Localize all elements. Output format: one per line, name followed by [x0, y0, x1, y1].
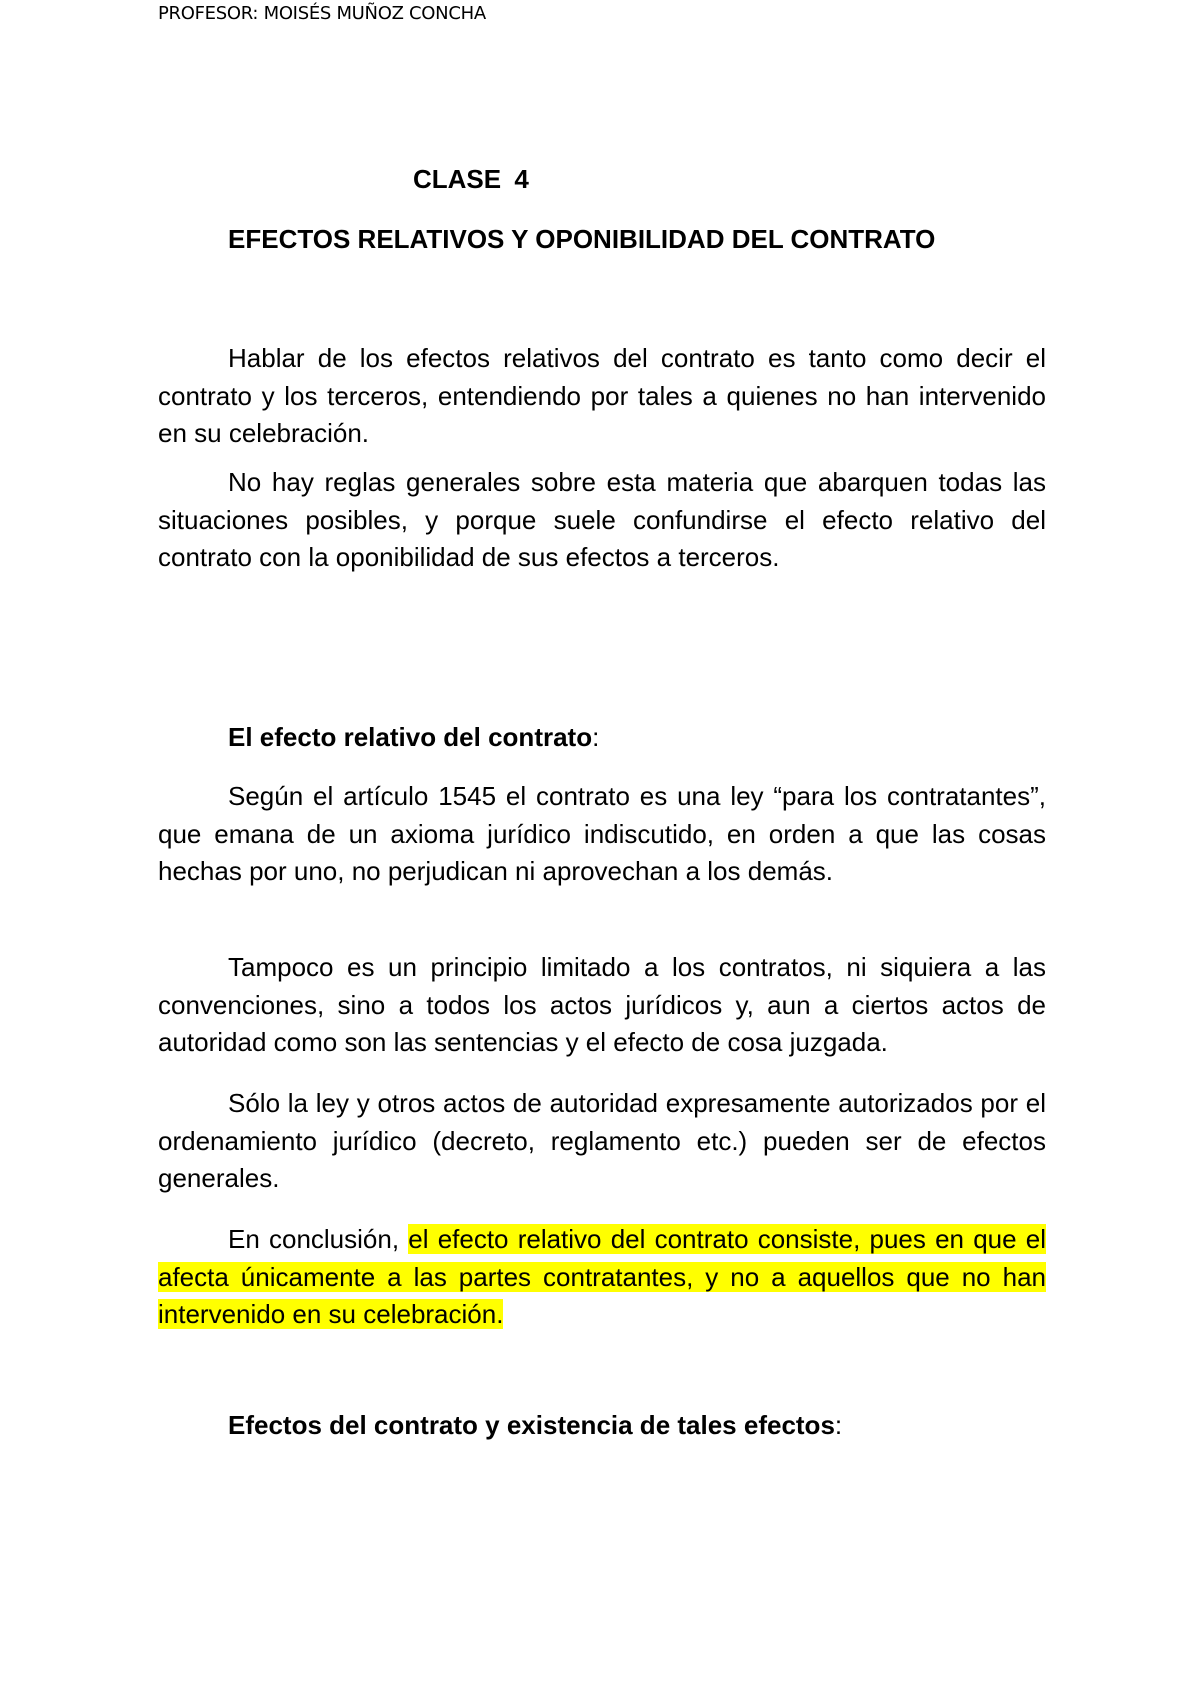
section2-heading-text: Efectos del contrato y existencia de tales efectos [228, 1410, 835, 1440]
section1-paragraph-1: Según el artículo 1545 el contrato es una ley “para los contratantes”, que emana de un axioma jurídico indiscutido, en orden a que las cosas hechas por uno, no perjudican ni aprovechan a los demás. [158, 781, 1046, 886]
section1-paragraph-3: Sólo la ley y otros actos de autoridad expresamente autorizados por el ordenamiento jurídico (decreto, reglamento etc.) pueden ser de efectos generales. [158, 1088, 1046, 1193]
section2-heading-colon: : [834, 1410, 843, 1440]
section1-paragraph-2: Tampoco es un principio limitado a los contratos, ni siquiera a las convenciones, sino a todos los actos jurídicos y, aun a ciertos actos de autoridad como son las sentencias y el efecto de cosa juzgada. [158, 952, 1046, 1057]
page-title: CLASE 4 [413, 164, 529, 194]
intro-paragraph-1: Hablar de los efectos relativos del contrato es tanto como decir el contrato y los terceros, entendiendo por tales a quienes no han intervenido en su celebración. [158, 343, 1046, 448]
section-heading-text: El efecto relativo del contrato [228, 722, 593, 752]
highlighted-conclusion: el efecto relativo del contrato consiste, pues en que el afecta únicamente a las partes contratantes, y no a aquellos que no han intervenido en su celebración. [158, 1224, 1046, 1329]
intro-paragraph-2: No hay reglas generales sobre esta materia que abarquen todas las situaciones posibles, y porque suele confundirse el efecto relativo del contrato con la oponibilidad de sus efectos a terceros. [158, 467, 1046, 572]
section-heading-efectos-contrato [228, 1410, 842, 1441]
conclusion-lead: En conclusión, [228, 1224, 409, 1254]
section-heading-colon: : [592, 722, 600, 752]
page-subtitle: EFECTOS RELATIVOS Y OPONIBILIDAD DEL CONTRATO [228, 224, 936, 254]
section-heading-efecto-relativo [228, 722, 599, 753]
section1-paragraph-4 [158, 1221, 1046, 1334]
page-header-professor: PROFESOR: MOISÉS MUÑOZ CONCHA [158, 3, 486, 24]
